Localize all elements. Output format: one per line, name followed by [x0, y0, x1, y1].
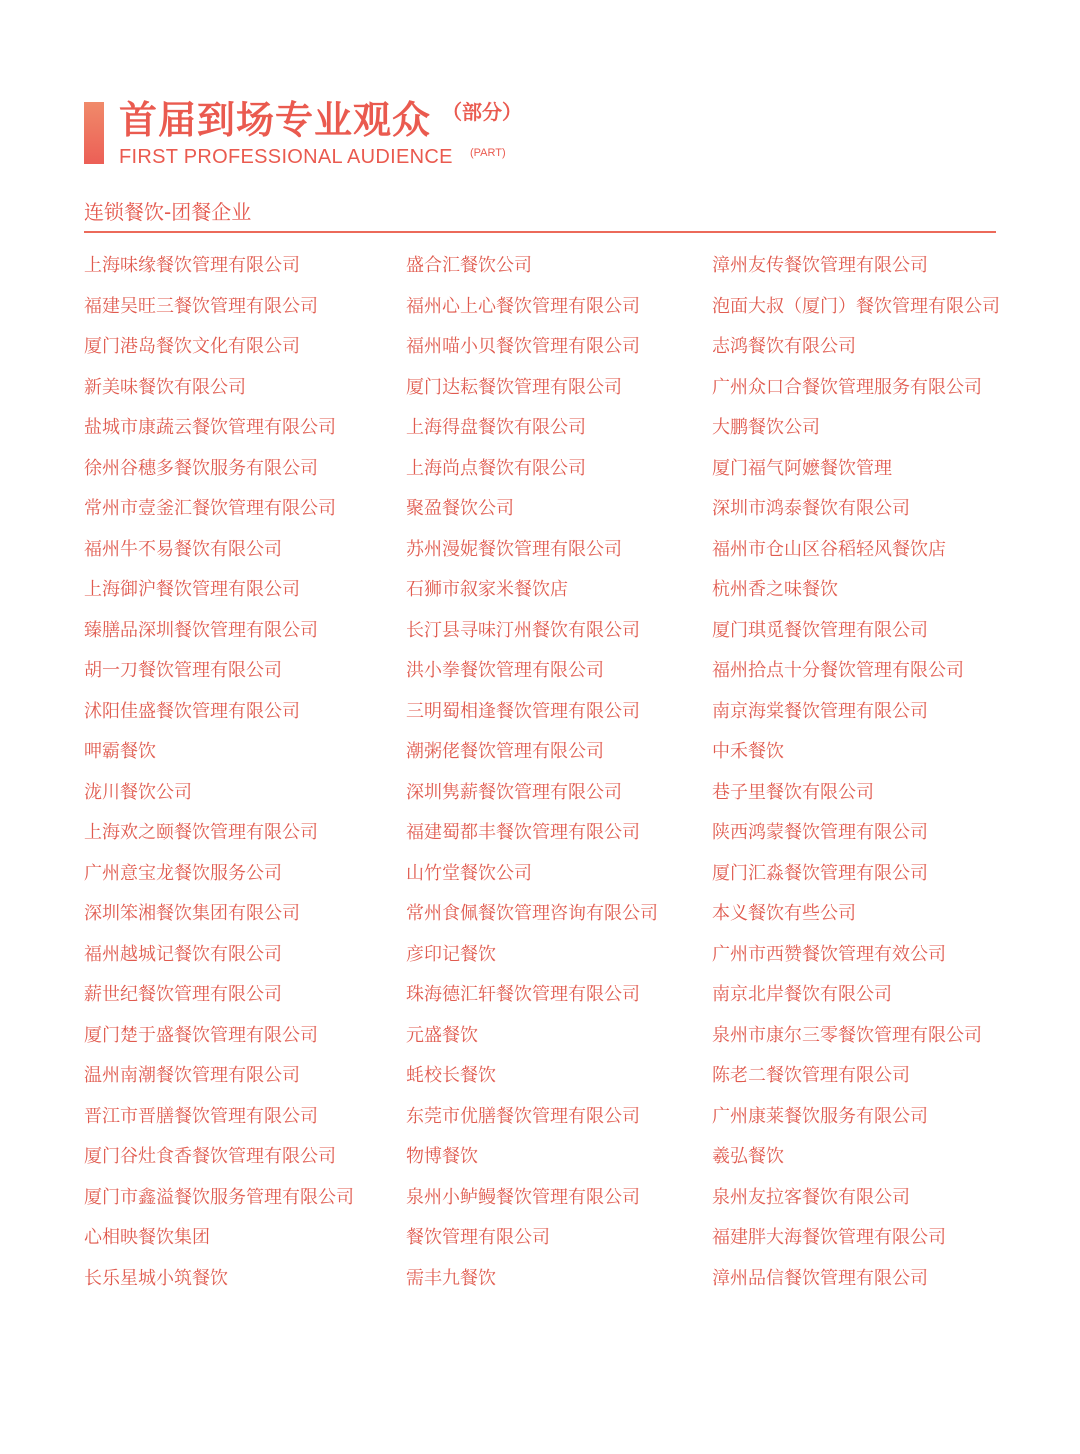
- company-item: 泡面大叔（厦门）餐饮管理有限公司: [712, 295, 1000, 317]
- company-item: 洪小拳餐饮管理有限公司: [406, 660, 604, 681]
- company-list: [84, 246, 1014, 1299]
- company-item: 需丰九餐饮: [406, 1267, 496, 1289]
- company-item: 福建蜀都丰餐饮管理有限公司: [406, 822, 640, 843]
- company-item: 巷子里餐饮有限公司: [712, 781, 874, 803]
- company-item: 厦门楚于盛餐饮管理有限公司: [84, 1024, 318, 1046]
- company-item: 盐城市康蔬云餐饮管理有限公司: [84, 417, 336, 438]
- company-item: 漳州友传餐饮管理有限公司: [712, 255, 928, 276]
- company-item: 广州市西赞餐饮管理有效公司: [712, 943, 946, 965]
- company-item: 广州意宝龙餐饮服务公司: [84, 862, 282, 884]
- section-title: 连锁餐饮-团餐企业: [84, 200, 252, 224]
- company-item: 泉州小鲈鳗餐饮管理有限公司: [406, 1186, 640, 1208]
- company-item: 石狮市叙家米餐饮店: [406, 579, 568, 600]
- company-item: 苏州漫妮餐饮管理有限公司: [406, 538, 622, 560]
- company-item: 上海欢之颐餐饮管理有限公司: [84, 822, 318, 843]
- company-item: 上海得盘餐饮有限公司: [406, 417, 586, 438]
- company-item: 蚝校长餐饮: [406, 1065, 496, 1086]
- company-item: 福州牛不易餐饮有限公司: [84, 538, 282, 560]
- company-item: 广州众口合餐饮管理服务有限公司: [712, 376, 982, 398]
- company-item: 陈老二餐饮管理有限公司: [712, 1065, 910, 1086]
- company-item: 深圳笨湘餐饮集团有限公司: [84, 903, 300, 924]
- company-item: 臻膳品深圳餐饮管理有限公司: [84, 619, 318, 641]
- company-item: 厦门琪觅餐饮管理有限公司: [712, 619, 928, 641]
- company-item: 晋江市晋膳餐饮管理有限公司: [84, 1105, 318, 1127]
- company-item: 珠海德汇轩餐饮管理有限公司: [406, 984, 640, 1005]
- company-item: 常州市壹釜汇餐饮管理有限公司: [84, 498, 336, 519]
- company-item: 深圳市鸿泰餐饮有限公司: [712, 498, 910, 519]
- company-item: 温州南潮餐饮管理有限公司: [84, 1065, 300, 1086]
- company-item: 呷霸餐饮: [84, 741, 156, 762]
- company-item: 杭州香之味餐饮: [712, 579, 838, 600]
- company-item: 漳州品信餐饮管理有限公司: [712, 1267, 928, 1289]
- company-item: 羲弘餐饮: [712, 1146, 784, 1167]
- company-item: 物博餐饮: [406, 1146, 478, 1167]
- company-item: 盛合汇餐饮公司: [406, 255, 532, 276]
- company-item: 薪世纪餐饮管理有限公司: [84, 984, 282, 1005]
- company-item: 大鹏餐饮公司: [712, 417, 820, 438]
- company-item: 新美味餐饮有限公司: [84, 376, 246, 398]
- company-item: 厦门达耘餐饮管理有限公司: [406, 376, 622, 398]
- company-item: 常州食佩餐饮管理咨询有限公司: [406, 903, 658, 924]
- company-item: 厦门汇淼餐饮管理有限公司: [712, 862, 928, 884]
- company-item: 福州喵小贝餐饮管理有限公司: [406, 336, 640, 357]
- company-item: 福州心上心餐饮管理有限公司: [406, 295, 640, 317]
- company-item: 福建吴旺三餐饮管理有限公司: [84, 295, 318, 317]
- company-item: 南京海棠餐饮管理有限公司: [712, 700, 928, 722]
- page-title: 首届到场专业观众: [119, 98, 432, 142]
- company-item: 上海味缘餐饮管理有限公司: [84, 255, 300, 276]
- page-title-english: FIRST PROFESSIONAL AUDIENCE: [119, 146, 453, 168]
- company-item: 福州拾点十分餐饮管理有限公司: [712, 660, 964, 681]
- header-accent-bar: [84, 102, 104, 164]
- company-item: 厦门港岛餐饮文化有限公司: [84, 336, 300, 357]
- company-item: 东莞市优膳餐饮管理有限公司: [406, 1105, 640, 1127]
- company-item: 泷川餐饮公司: [84, 781, 192, 803]
- company-item: 三明蜀相逢餐饮管理有限公司: [406, 700, 640, 722]
- company-item: 聚盈餐饮公司: [406, 498, 514, 519]
- company-item: 上海御沪餐饮管理有限公司: [84, 579, 300, 600]
- company-item: 泉州市康尔三零餐饮管理有限公司: [712, 1024, 982, 1046]
- company-item: 福州市仓山区谷稻轻风餐饮店: [712, 538, 946, 560]
- company-item: 长汀县寻味汀州餐饮有限公司: [406, 619, 640, 641]
- page-title-suffix: （部分）: [442, 100, 522, 124]
- company-item: 厦门福气阿嬷餐饮管理: [712, 457, 892, 479]
- company-item: 福州越城记餐饮有限公司: [84, 943, 282, 965]
- company-item: 长乐星城小筑餐饮: [84, 1267, 228, 1289]
- company-item: 深圳隽薪餐饮管理有限公司: [406, 781, 622, 803]
- company-item: 餐饮管理有限公司: [406, 1227, 550, 1248]
- company-item: 沭阳佳盛餐饮管理有限公司: [84, 700, 300, 722]
- page-title-english-suffix: (PART): [470, 147, 506, 159]
- company-item: 徐州谷穗多餐饮服务有限公司: [84, 457, 318, 479]
- company-item: 潮粥佬餐饮管理有限公司: [406, 741, 604, 762]
- company-item: 福建胖大海餐饮管理有限公司: [712, 1227, 946, 1248]
- company-item: 元盛餐饮: [406, 1024, 478, 1046]
- company-item: 山竹堂餐饮公司: [406, 862, 532, 884]
- company-item: 志鸿餐饮有限公司: [712, 336, 856, 357]
- section-divider: [84, 231, 996, 233]
- company-item: 胡一刀餐饮管理有限公司: [84, 660, 282, 681]
- company-item: 中禾餐饮: [712, 741, 784, 762]
- company-item: 彦印记餐饮: [406, 943, 496, 965]
- company-item: 心相映餐饮集团: [84, 1227, 210, 1248]
- company-item: 厦门谷灶食香餐饮管理有限公司: [84, 1146, 336, 1167]
- company-item: 上海尚点餐饮有限公司: [406, 457, 586, 479]
- company-item: 本义餐饮有些公司: [712, 903, 856, 924]
- company-item: 泉州友拉客餐饮有限公司: [712, 1186, 910, 1208]
- company-item: 广州康莱餐饮服务有限公司: [712, 1105, 928, 1127]
- company-item: 厦门市鑫溢餐饮服务管理有限公司: [84, 1186, 354, 1208]
- company-item: 陕西鸿蒙餐饮管理有限公司: [712, 822, 928, 843]
- company-item: 南京北岸餐饮有限公司: [712, 984, 892, 1005]
